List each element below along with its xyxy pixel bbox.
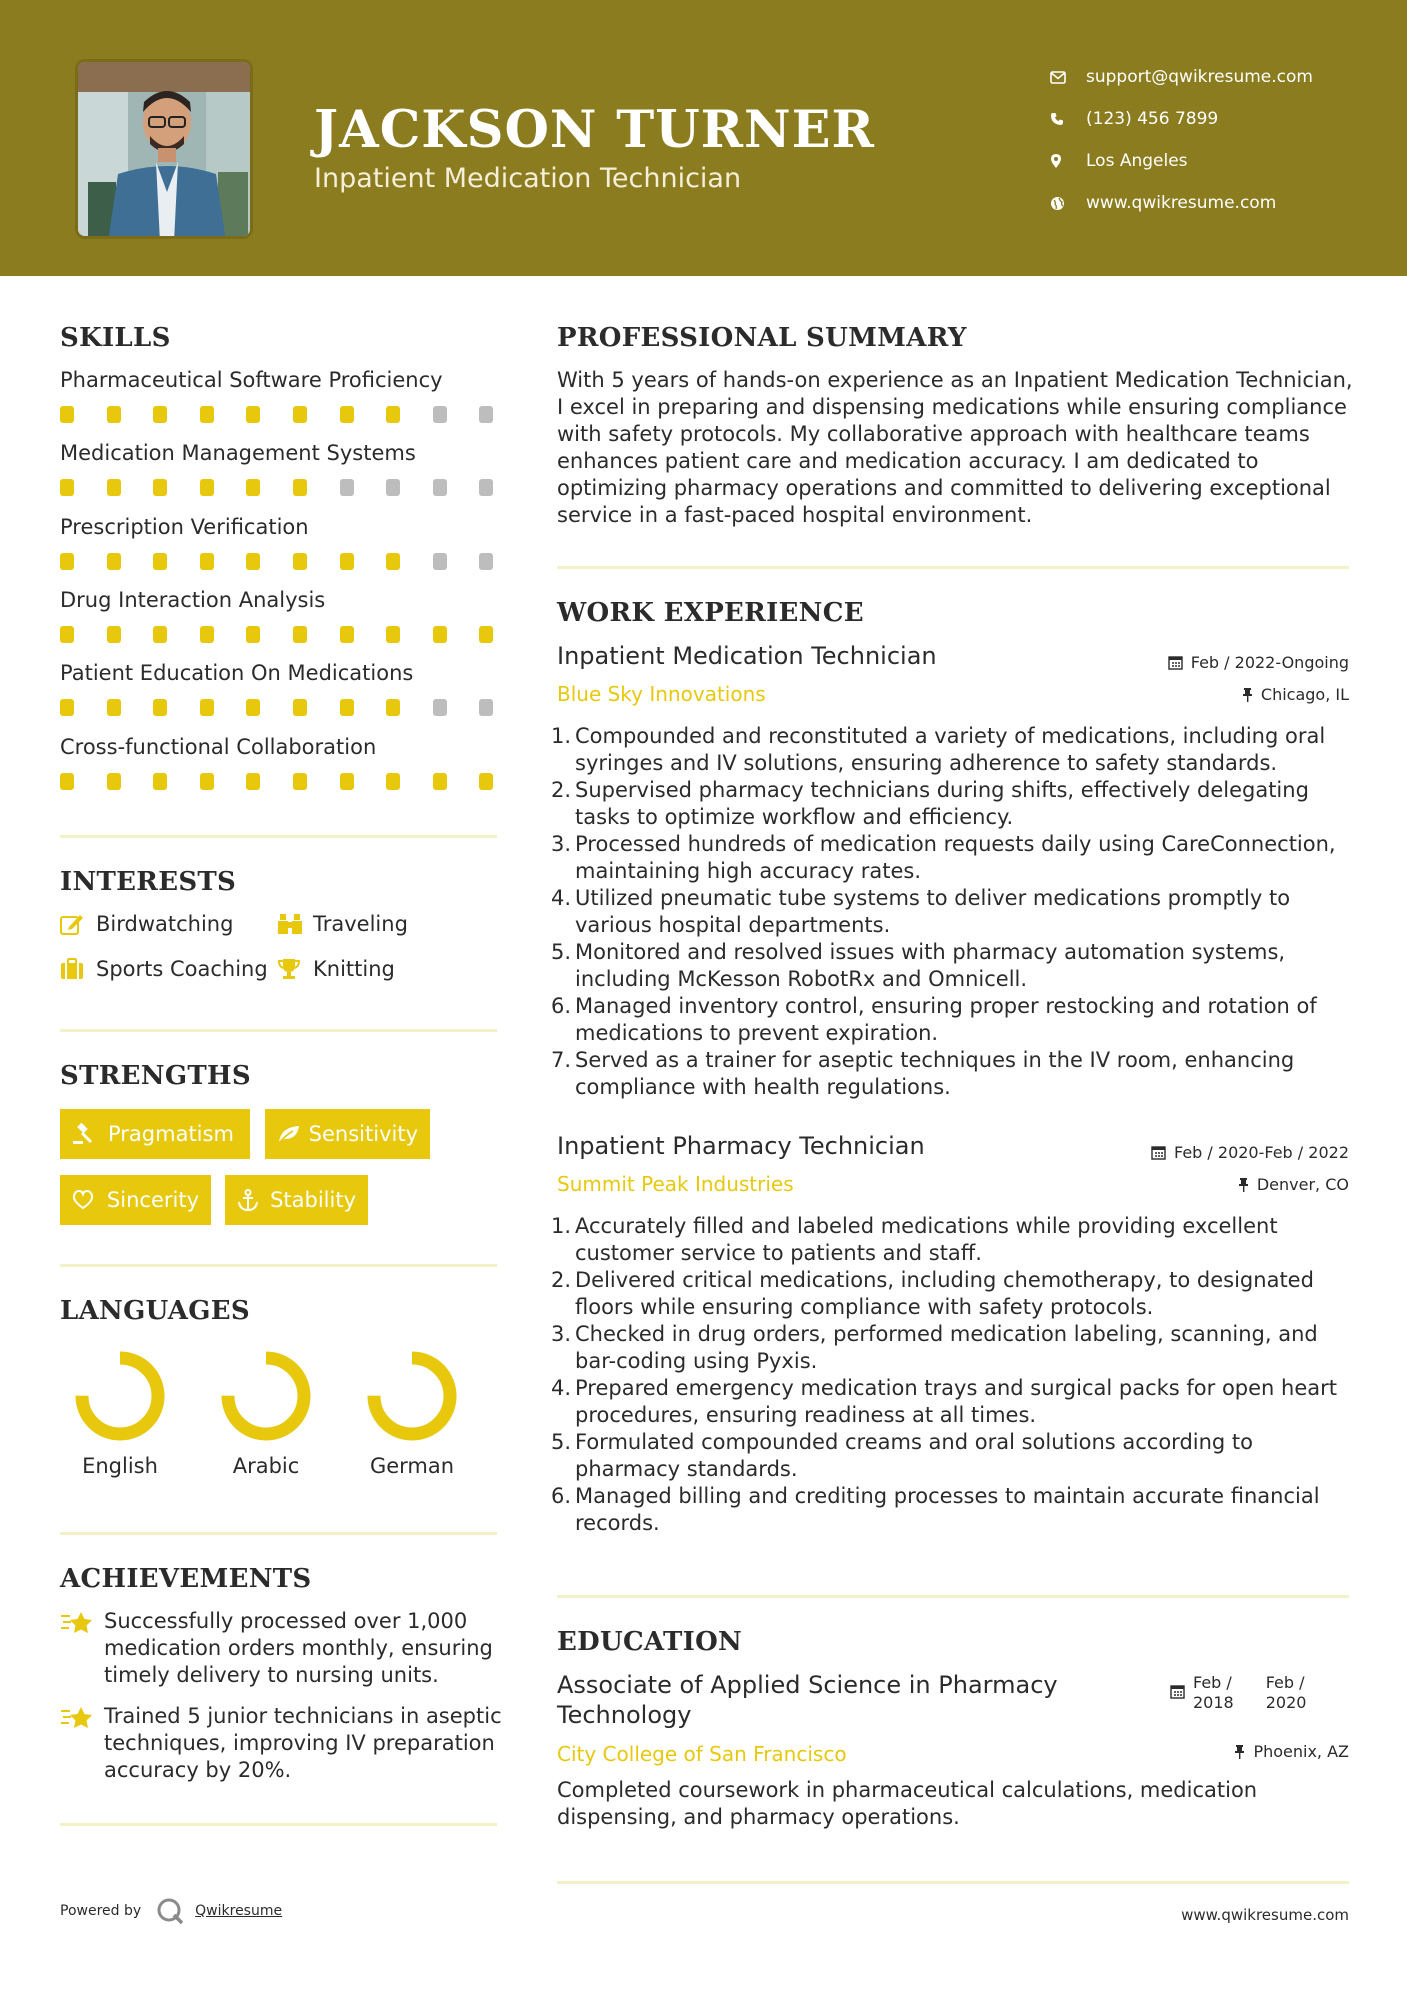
language-ring-arc bbox=[374, 1358, 450, 1434]
duty-item: Managed inventory control, ensuring proper restocking and rotation of medications to prevent expiration. bbox=[575, 994, 1317, 1045]
skill-dot bbox=[293, 626, 307, 643]
skill-dot bbox=[60, 479, 74, 496]
skill-dot bbox=[200, 553, 214, 570]
language-item bbox=[60, 1348, 180, 1478]
skill-dot bbox=[246, 773, 260, 790]
skill-dot bbox=[200, 626, 214, 643]
skill-rating bbox=[60, 626, 500, 643]
skill-dot bbox=[107, 626, 121, 643]
summary-text: With 5 years of hands-on experience as an Inpatient Medication Technician, I excel in preparing and dispensing medications while ensuring compliance with safety protocols. My collaborative approach with healthcare teams enhances patient care and medication accuracy. I am dedicated to optimizing pharmacy operations and committed to delivering exceptional service in a fast-paced hospital environment. bbox=[557, 368, 1353, 527]
language-label: German bbox=[369, 1454, 455, 1478]
duty-item: Utilized pneumatic tube systems to deliver medications promptly to various hospital departments. bbox=[575, 886, 1291, 937]
skill-label: Cross-functional Collaboration bbox=[60, 734, 377, 759]
skill-rating bbox=[60, 406, 500, 423]
job-duties bbox=[557, 723, 1357, 1101]
skill-dot bbox=[153, 553, 167, 570]
star-icon bbox=[60, 1703, 104, 1784]
job-location: Denver, CO bbox=[1238, 1175, 1349, 1194]
skills-title: SKILLS bbox=[60, 323, 171, 353]
skill-dot bbox=[107, 479, 121, 496]
skill-dot bbox=[433, 553, 447, 570]
language-ring-arc bbox=[82, 1358, 158, 1434]
skill-dot bbox=[60, 699, 74, 716]
education-description: Completed coursework in pharmaceutical calculations, medication dispensing, and pharmacy operations. bbox=[557, 1778, 1258, 1829]
contact-email[interactable]: support@qwikresume.com bbox=[1050, 56, 1313, 98]
skill-dot bbox=[293, 699, 307, 716]
skill-dot bbox=[479, 406, 493, 423]
skill-dot bbox=[433, 699, 447, 716]
divider bbox=[60, 1264, 497, 1267]
skill-dot bbox=[200, 699, 214, 716]
interest-item: Traveling bbox=[277, 912, 408, 936]
summary-title: PROFESSIONAL SUMMARY bbox=[557, 323, 967, 353]
language-item bbox=[352, 1348, 472, 1478]
skill-dot bbox=[60, 773, 74, 790]
strengths-title: STRENGTHS bbox=[60, 1061, 251, 1091]
divider bbox=[60, 1823, 497, 1826]
trophy-icon bbox=[277, 958, 313, 980]
skill-dot bbox=[479, 479, 493, 496]
skill-dot bbox=[340, 699, 354, 716]
skill-dot bbox=[107, 553, 121, 570]
skill-dot bbox=[386, 626, 400, 643]
footer-website[interactable]: www.qwikresume.com bbox=[1181, 1906, 1349, 1924]
interest-item: Birdwatching bbox=[60, 912, 233, 936]
calendar-icon bbox=[1170, 1684, 1185, 1704]
skill-dot bbox=[479, 699, 493, 716]
skill-dot bbox=[246, 479, 260, 496]
skill-dot bbox=[433, 626, 447, 643]
skill-label: Pharmaceutical Software Proficiency bbox=[60, 368, 443, 392]
skill-dot bbox=[246, 406, 260, 423]
skill-rating bbox=[60, 699, 500, 716]
job-duties bbox=[557, 1213, 1357, 1537]
interest-item: Knitting bbox=[277, 957, 395, 981]
skill-dot bbox=[200, 773, 214, 790]
skill-dot bbox=[386, 479, 400, 496]
degree-title: Associate of Applied Science in Pharmacy Technology bbox=[557, 1671, 1058, 1729]
calendar-icon bbox=[1168, 655, 1183, 670]
skill-dot bbox=[433, 479, 447, 496]
profile-photo bbox=[75, 59, 253, 239]
job-location: Chicago, IL bbox=[1242, 685, 1349, 704]
achievement-item: Trained 5 junior technicians in aseptic techniques, improving IV preparation accuracy by 20%. bbox=[60, 1703, 510, 1784]
duty-item: Served as a trainer for aseptic techniques in the IV room, enhancing compliance with health regulations. bbox=[575, 1048, 1295, 1099]
education-location: Phoenix, AZ bbox=[1234, 1742, 1349, 1761]
skill-dot bbox=[386, 699, 400, 716]
languages-title: LANGUAGES bbox=[60, 1296, 250, 1326]
duty-item: Supervised pharmacy technicians during shifts, effectively delegating tasks to optimize workflow and efficiency. bbox=[575, 778, 1309, 829]
calendar-icon bbox=[1151, 1145, 1166, 1160]
language-ring bbox=[218, 1348, 314, 1444]
skill-dot bbox=[293, 479, 307, 496]
candidate-role: Inpatient Medication Technician bbox=[314, 163, 742, 194]
skill-dot bbox=[60, 626, 74, 643]
skill-rating bbox=[60, 479, 500, 496]
skill-dot bbox=[479, 626, 493, 643]
strength-chip: Stability bbox=[225, 1175, 368, 1225]
duty-item: Accurately filled and labeled medications while providing excellent customer service to patients and staff. bbox=[575, 1214, 1278, 1265]
language-item bbox=[206, 1348, 326, 1478]
divider bbox=[60, 835, 497, 838]
strength-chip: Sincerity bbox=[60, 1175, 211, 1225]
star-icon bbox=[60, 1608, 104, 1689]
briefcase-icon bbox=[60, 958, 96, 980]
leaf-icon bbox=[277, 1124, 309, 1144]
skill-dot bbox=[340, 479, 354, 496]
pin-icon bbox=[1234, 1744, 1245, 1759]
divider bbox=[557, 566, 1349, 569]
job-dates: Feb / 2022-Ongoing bbox=[1168, 653, 1349, 672]
language-label: Arabic bbox=[232, 1454, 300, 1478]
skill-dot bbox=[107, 773, 121, 790]
skill-dot bbox=[60, 553, 74, 570]
globe-icon bbox=[1050, 196, 1086, 211]
contact-website[interactable]: www.qwikresume.com bbox=[1050, 182, 1313, 224]
skill-label: Patient Education On Medications bbox=[60, 661, 414, 686]
skill-dot bbox=[293, 553, 307, 570]
skill-dot bbox=[153, 626, 167, 643]
duty-item: Managed billing and crediting processes to maintain accurate financial records. bbox=[575, 1484, 1320, 1535]
skill-dot bbox=[386, 773, 400, 790]
divider bbox=[60, 1029, 497, 1032]
education-title: EDUCATION bbox=[557, 1627, 743, 1657]
duty-item: Checked in drug orders, performed medication labeling, scanning, and bar-coding using Pyxis. bbox=[575, 1322, 1318, 1373]
company-name: Summit Peak Industries bbox=[557, 1172, 794, 1196]
language-ring bbox=[72, 1348, 168, 1444]
achievement-item: Successfully processed over 1,000 medication orders monthly, ensuring timely delivery to nursing units. bbox=[60, 1608, 510, 1689]
skill-label: Medication Management Systems bbox=[60, 441, 416, 466]
experience-title: WORK EXPERIENCE bbox=[557, 598, 864, 628]
footer-powered-by: Powered by Qwikresume bbox=[60, 1896, 282, 1926]
skill-dot bbox=[153, 773, 167, 790]
skill-dot bbox=[153, 479, 167, 496]
resume-header bbox=[0, 0, 1407, 276]
skill-dot bbox=[479, 773, 493, 790]
divider bbox=[557, 1595, 1349, 1598]
candidate-name: JACKSON TURNER bbox=[314, 100, 875, 160]
skill-dot bbox=[293, 773, 307, 790]
skill-dot bbox=[386, 553, 400, 570]
skill-dot bbox=[200, 406, 214, 423]
duty-item: Monitored and resolved issues with pharmacy automation systems, including McKesson RobotRx and Omnicell. bbox=[575, 940, 1286, 991]
contact-phone[interactable]: (123) 456 7899 bbox=[1050, 98, 1313, 140]
duty-item: Processed hundreds of medication requests daily using CareConnection, maintaining high accuracy rates. bbox=[575, 832, 1336, 883]
education-dates: Feb / 2018 Feb / 2020 bbox=[1170, 1673, 1306, 1713]
school-name: City College of San Francisco bbox=[557, 1742, 847, 1766]
duty-item: Compounded and reconstituted a variety of medications, including oral syringes and IV solutions, ensuring adherence to safety standards. bbox=[575, 724, 1326, 775]
phone-icon bbox=[1050, 112, 1086, 126]
contact-list bbox=[1050, 56, 1313, 224]
skill-dot bbox=[293, 406, 307, 423]
pin-icon bbox=[1242, 687, 1253, 702]
skill-dot bbox=[246, 553, 260, 570]
job-title: Inpatient Pharmacy Technician bbox=[557, 1132, 925, 1160]
gavel-icon bbox=[72, 1123, 108, 1145]
qwikresume-logo-icon bbox=[155, 1896, 185, 1926]
skill-dot bbox=[246, 699, 260, 716]
skill-dot bbox=[386, 406, 400, 423]
interest-item: Sports Coaching bbox=[60, 957, 268, 981]
binoculars-icon bbox=[277, 913, 313, 935]
job-title: Inpatient Medication Technician bbox=[557, 642, 937, 670]
skill-dot bbox=[340, 773, 354, 790]
duty-item: Prepared emergency medication trays and surgical packs for open heart procedures, ensuring readiness at all times. bbox=[575, 1376, 1337, 1427]
pin-icon bbox=[1238, 1177, 1249, 1192]
divider bbox=[557, 1881, 1349, 1884]
contact-location: Los Angeles bbox=[1050, 140, 1313, 182]
interests-title: INTERESTS bbox=[60, 867, 237, 897]
divider bbox=[60, 1532, 497, 1535]
skill-dot bbox=[433, 773, 447, 790]
skill-dot bbox=[200, 479, 214, 496]
job-dates: Feb / 2020-Feb / 2022 bbox=[1151, 1143, 1349, 1162]
skill-dot bbox=[107, 699, 121, 716]
skill-rating bbox=[60, 553, 500, 570]
strength-chip: Sensitivity bbox=[265, 1109, 430, 1159]
anchor-icon bbox=[237, 1189, 270, 1211]
footer-brand-link[interactable]: Qwikresume bbox=[195, 1903, 283, 1919]
achievements-title: ACHIEVEMENTS bbox=[60, 1564, 312, 1594]
duty-item: Formulated compounded creams and oral solutions according to pharmacy standards. bbox=[575, 1430, 1254, 1481]
heart-icon bbox=[72, 1190, 107, 1210]
skill-dot bbox=[246, 626, 260, 643]
skill-dot bbox=[340, 406, 354, 423]
skill-rating bbox=[60, 773, 500, 790]
skill-dot bbox=[60, 406, 74, 423]
skill-label: Drug Interaction Analysis bbox=[60, 587, 326, 612]
skill-dot bbox=[153, 699, 167, 716]
pencil-square-icon bbox=[60, 913, 96, 935]
company-name: Blue Sky Innovations bbox=[557, 682, 766, 706]
skill-dot bbox=[479, 553, 493, 570]
skill-dot bbox=[340, 553, 354, 570]
skill-label: Prescription Verification bbox=[60, 514, 309, 539]
strength-chip: Pragmatism bbox=[60, 1109, 250, 1159]
duty-item: Delivered critical medications, including chemotherapy, to designated floors while ensuring compliance with safety protocols. bbox=[575, 1268, 1314, 1319]
language-ring-arc bbox=[228, 1358, 304, 1434]
language-ring bbox=[364, 1348, 460, 1444]
language-label: English bbox=[82, 1454, 158, 1478]
skill-dot bbox=[153, 406, 167, 423]
skill-dot bbox=[433, 406, 447, 423]
skill-dot bbox=[340, 626, 354, 643]
envelope-icon bbox=[1050, 71, 1086, 84]
map-pin-icon bbox=[1050, 153, 1086, 169]
skill-dot bbox=[107, 406, 121, 423]
